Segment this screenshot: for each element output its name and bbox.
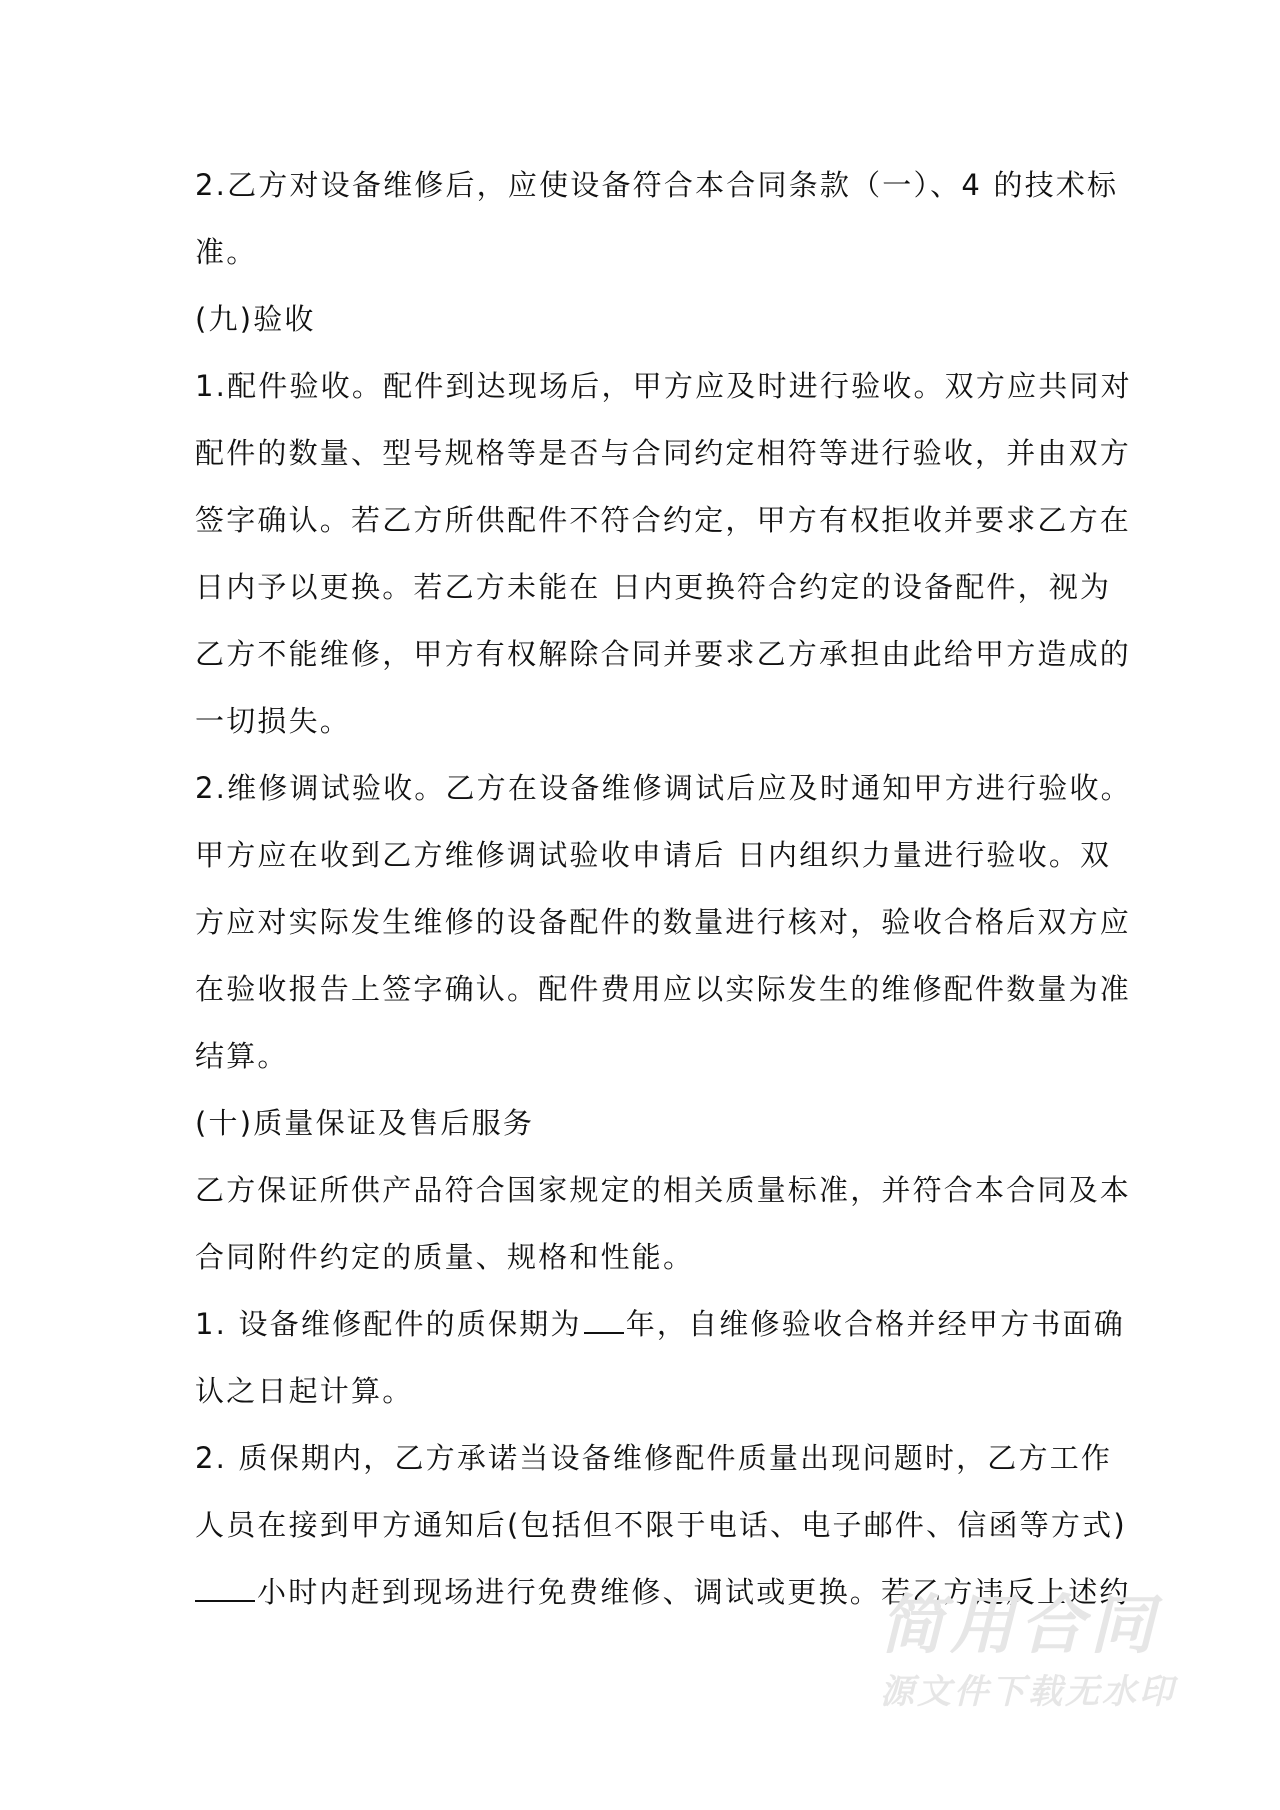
response-hours-blank bbox=[195, 1578, 255, 1602]
watermark-brand: 简用合同 bbox=[880, 1589, 1160, 1663]
text-line: 2.乙方对设备维修后，应使设备符合本合同条款（一）、4 的技术标 bbox=[195, 168, 1119, 202]
text-line: 乙方保证所供产品符合国家规定的相关质量标准，并符合本合同及本 bbox=[195, 1173, 1132, 1207]
text-line: 日内予以更换。若乙方未能在 日内更换符合约定的设备配件，视为 bbox=[195, 570, 1112, 604]
text-line: 2.维修调试验收。乙方在设备维修调试后应及时通知甲方进行验收。 bbox=[195, 771, 1132, 805]
warranty-years-blank bbox=[584, 1310, 624, 1334]
text-line: 2. 质保期内，乙方承诺当设备维修配件质量出现问题时，乙方工作 bbox=[195, 1441, 1113, 1475]
text-line: 配件的数量、型号规格等是否与合同约定相符等进行验收，并由双方 bbox=[195, 436, 1132, 470]
response-time-text: 小时内赶到现场进行免费维修、调试或更换。若乙方违反上述约 bbox=[257, 1575, 1131, 1609]
text-line: 1.配件验收。配件到达现场后，甲方应及时进行验收。双方应共同对 bbox=[195, 369, 1132, 403]
text-line: 认之日起计算。 bbox=[195, 1374, 414, 1408]
warranty-text-after: 年，自维修验收合格并经甲方书面确 bbox=[625, 1307, 1125, 1341]
text-line: 乙方不能维修，甲方有权解除合同并要求乙方承担由此给甲方造成的 bbox=[195, 637, 1132, 671]
text-line: 合同附件约定的质量、规格和性能。 bbox=[195, 1240, 695, 1274]
text-line: 签字确认。若乙方所供配件不符合约定，甲方有权拒收并要求乙方在 bbox=[195, 503, 1132, 537]
contract-body bbox=[195, 152, 1132, 1626]
watermark-tagline: 源文件下载无水印 bbox=[880, 1672, 1176, 1712]
text-line: 在验收报告上签字确认。配件费用应以实际发生的维修配件数量为准 bbox=[195, 972, 1132, 1006]
warranty-period-line bbox=[195, 1291, 1125, 1358]
warranty-text-before: 1. 设备维修配件的质保期为 bbox=[195, 1307, 582, 1341]
text-line: 人员在接到甲方通知后(包括但不限于电话、电子邮件、信函等方式) bbox=[195, 1508, 1127, 1542]
response-time-line bbox=[195, 1559, 1131, 1626]
text-line: 结算。 bbox=[195, 1039, 289, 1073]
section-heading-acceptance: (九)验收 bbox=[195, 302, 316, 336]
text-line: 方应对实际发生维修的设备配件的数量进行核对，验收合格后双方应 bbox=[195, 905, 1132, 939]
text-line: 甲方应在收到乙方维修调试验收申请后 日内组织力量进行验收。双 bbox=[195, 838, 1112, 872]
text-line: 一切损失。 bbox=[195, 704, 352, 738]
text-line: 准。 bbox=[195, 235, 258, 269]
section-heading-quality-warranty: (十)质量保证及售后服务 bbox=[195, 1106, 535, 1140]
